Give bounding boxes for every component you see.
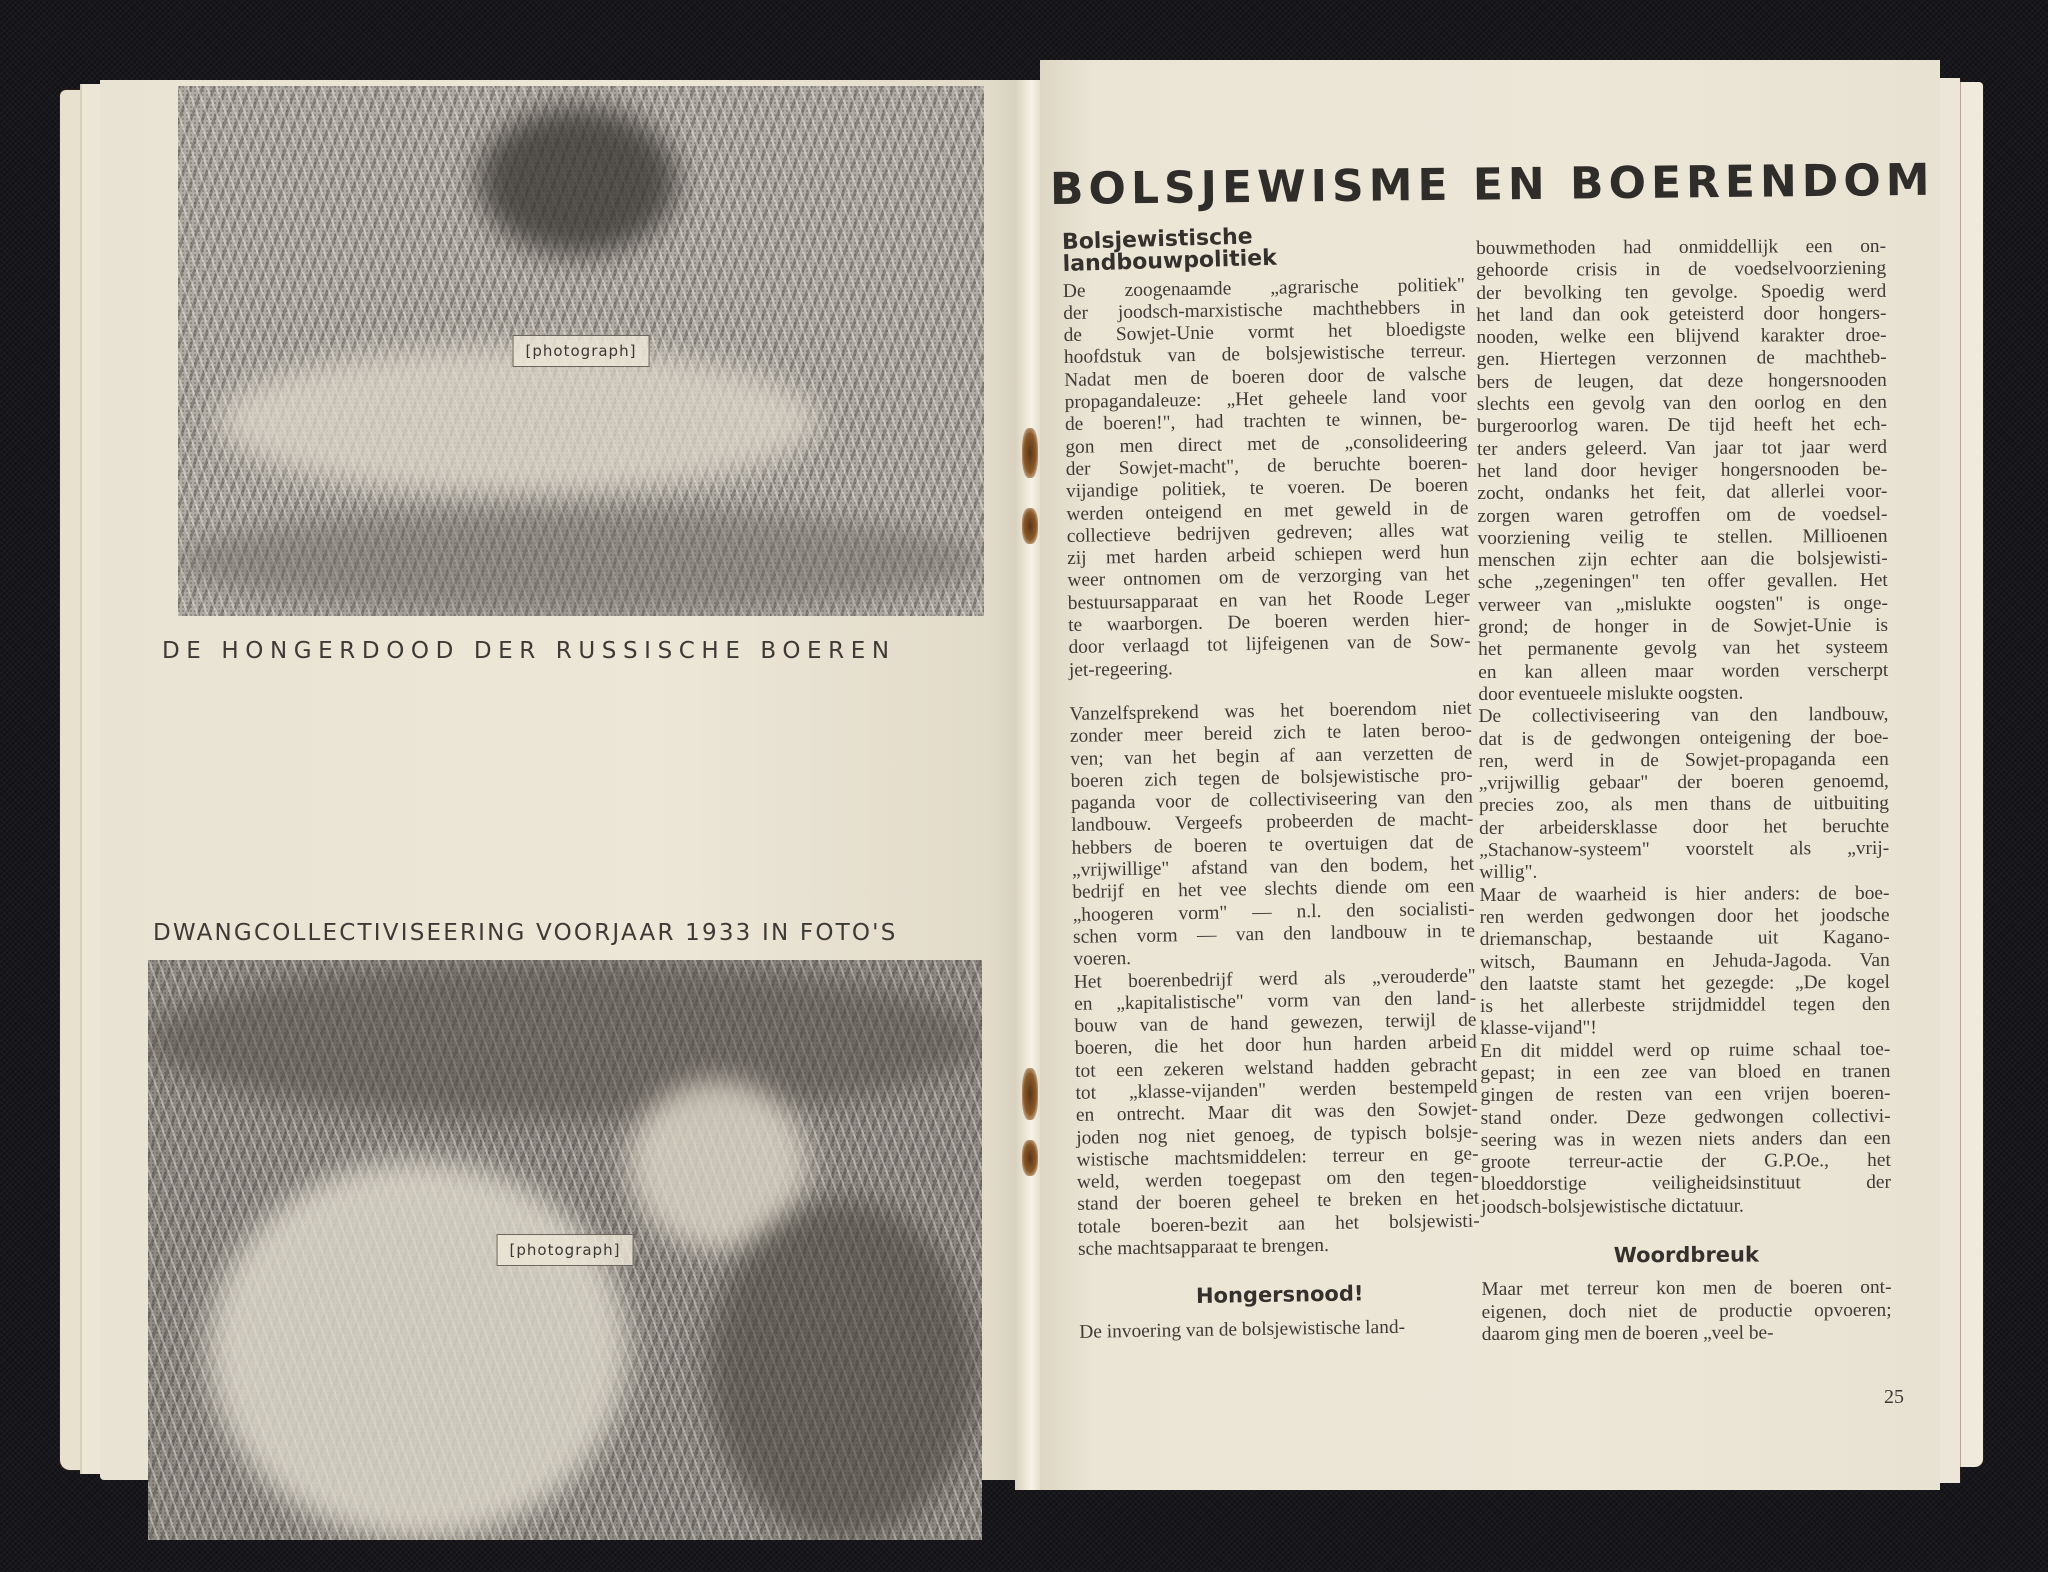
text-line: zocht, ondanks het feit, dat allerlei voor- [1477, 481, 1888, 505]
staple-rust-mark [1022, 428, 1038, 478]
text-line: collectieve bedrijven gedreven; alles wat [1066, 519, 1469, 547]
text-line: joodsch-bolsjewistische dictatuur. [1481, 1195, 1744, 1218]
text-line: en kan alleen maar worden verscherpt [1478, 659, 1889, 683]
text-line: der Sowjet-macht", de beruchte boeren- [1065, 452, 1468, 480]
text-line: Maar met terreur kon men de boeren ont- [1481, 1277, 1892, 1301]
text-line: den laatste stamt het gezegde: „De kogel [1479, 971, 1890, 995]
text-line: bouw van de hand gewezen, terwijl de [1074, 1009, 1477, 1037]
text-line: nooden, welke een blijvend karakter droe- [1476, 325, 1887, 349]
text-line: bedrijf en het vee slechts diende om een [1072, 875, 1475, 904]
text-line: voeren. [1073, 948, 1132, 971]
text-line: werden onteigend en met geweld in de [1066, 497, 1469, 525]
section-caption: DWANGCOLLECTIVISEERING VOORJAAR 1933 IN FOTO'S [153, 920, 898, 946]
text-line: tot „klasse-vijanden" werden bestempeld [1075, 1076, 1478, 1104]
text-line: verweer van „mislukte oogsten" is onge- [1477, 592, 1888, 616]
text-line: gehoorde crisis in de voedselvoorziening [1476, 258, 1887, 282]
text-line: Nadat men de boeren door de valsche [1064, 363, 1467, 391]
staple-rust-mark [1022, 508, 1038, 544]
text-line: weer ontnomen om de verzorging van het [1067, 564, 1470, 592]
text-line: bestuursapparaat en van het Roode Leger [1067, 586, 1470, 614]
text-line: is het allerbeste strijdmiddel tegen den [1479, 993, 1891, 1018]
paragraph [1074, 965, 1481, 1261]
text-line: jet-regeering. [1068, 657, 1173, 681]
text-line: der arbeidersklasse door het beruchte [1479, 815, 1890, 839]
text-line: tot een zekeren welstand hadden gebracht [1075, 1054, 1478, 1082]
text-line: joden nog niet genoeg, de typisch bolsje- [1076, 1121, 1479, 1149]
staple-rust-mark [1022, 1068, 1038, 1120]
text-line: het land dan ook geteisterd door hongers- [1476, 302, 1887, 326]
text-line: De zoogenaamde „agrarische politiek" [1062, 274, 1466, 302]
text-line: De invoering van de bolsjewistische land- [1079, 1316, 1406, 1343]
page-number: 25 [1884, 1386, 1904, 1408]
text-line: der bevolking ten gevolge. Spoedig werd [1476, 280, 1887, 304]
text-line: en ontrecht. Maar dit was den Sowjet- [1075, 1098, 1478, 1127]
text-line: ter anders geleerd. Van jaar tot jaar werd [1477, 436, 1888, 460]
text-line: witsch, Baumann en Jehuda-Jagoda. Van [1479, 949, 1890, 973]
text-line: bers de leugen, dat deze hongersnooden [1476, 369, 1887, 393]
text-line: schen vorm — van den landbouw in te [1072, 920, 1476, 948]
text-line: willig". [1479, 862, 1538, 884]
text-line: landbouw. Vergeefs probeerden de macht- [1071, 809, 1474, 837]
text-line: zonder meer bereid zich te laten beroo- [1069, 719, 1473, 748]
text-line: bouwmethoden had onmiddellijk een on- [1476, 235, 1887, 259]
photo-caption-top: DE HONGERDOOD DER RUSSISCHE BOEREN [162, 638, 896, 664]
text-line: boeren, die het door hun harden arbeid [1074, 1031, 1477, 1060]
text-column-2 [1476, 236, 1892, 1346]
section-heading: Woordbreuk [1613, 1242, 1759, 1268]
text-column-1 [1062, 226, 1481, 1344]
text-line: gon men direct met de „consolideering [1065, 430, 1468, 458]
text-line: zij met harden arbeid schiepen werd hun [1066, 541, 1470, 570]
paragraph [1479, 882, 1890, 1040]
text-line: burgeroorlog waren. De tijd heeft het ech- [1476, 414, 1888, 438]
text-line: driemanschap, bestaande uit Kagano- [1479, 927, 1890, 951]
text-line: het land door heviger hongersnooden be- [1477, 458, 1888, 482]
text-line: paganda voor de collectiviseering van den [1070, 786, 1474, 815]
text-line: ren werden gedwongen door het joodsche [1479, 904, 1890, 928]
text-line: gepast; in een zee van bloed en tranen [1480, 1060, 1891, 1084]
text-line: stand onder. Deze gedwongen collectivi- [1480, 1105, 1891, 1129]
text-line: daarom ging men de boeren „veel be- [1481, 1322, 1774, 1345]
text-line: Vanzelfsprekend was het boerendom niet [1069, 697, 1472, 725]
text-line: gingen de resten van een vrijen boeren- [1480, 1083, 1891, 1107]
text-line: menschen zijn echter aan die bolsjewisti- [1477, 548, 1888, 572]
text-line: grond; de honger in de Sowjet-Unie is [1477, 614, 1889, 639]
text-line: klasse-vijand"! [1480, 1017, 1597, 1040]
paragraph [1481, 1277, 1891, 1346]
text-line: ren, werd in de Sowjet-propaganda een [1478, 748, 1889, 772]
section-heading: Hongersnood! [1195, 1281, 1364, 1309]
text-line: weld, werden toegepast om den tegen- [1076, 1165, 1480, 1194]
text-line: groote terreur-actie der G.P.Oe., het [1480, 1150, 1891, 1174]
paragraph [1478, 704, 1889, 885]
paragraph [1480, 1039, 1891, 1220]
text-line: En dit middel werd op ruime schaal toe- [1480, 1038, 1891, 1062]
text-line: „vrijwillig gebaar" der boeren genoemd, [1478, 770, 1889, 795]
text-line: totale boeren-bezit aan het bolsjewisti- [1077, 1210, 1480, 1238]
text-line: Maar de waarheid is hier anders: de boe- [1479, 882, 1890, 906]
text-line: zorgen waren getroffen om de voedsel- [1477, 503, 1888, 527]
text-line: vijandige politiek, te voeren. De boeren [1065, 474, 1469, 503]
text-line: sche machtsapparaat te brengen. [1077, 1234, 1330, 1260]
text-line: ven; van het begin af aan verzetten de [1070, 742, 1473, 770]
text-line: slechts een gevolg van den oorlog en den [1476, 391, 1887, 416]
text-line: der joodsch-marxistische machthebbers in [1063, 296, 1466, 324]
text-line: sche „zegeningen" ten offer gevallen. Het [1477, 570, 1888, 594]
text-line: hoofdstuk van de bolsjewistische terreur. [1063, 341, 1467, 369]
text-line: „vrijwillige" afstand van den bodem, het [1071, 853, 1475, 881]
paragraph [1069, 698, 1475, 972]
text-line: door verlaagd tot lijfeigenen van de Sow- [1068, 630, 1471, 659]
text-line: wistische machtsmiddelen: terreur en ge- [1076, 1143, 1479, 1171]
paragraph [1063, 274, 1471, 682]
text-line: precies zoo, als men thans de uitbuiting [1478, 793, 1890, 817]
text-line: door eventueele mislukte oogsten. [1478, 682, 1744, 705]
text-line: „hoogeren vorm" — n.l. den socialisti- [1072, 898, 1475, 926]
photo-top [178, 86, 984, 616]
photo-placeholder-label: [photograph] [497, 1234, 634, 1266]
text-line: het permanente gevolg van het systeem [1478, 637, 1889, 661]
text-line: hebbers de boeren te overtuigen dat de [1071, 831, 1474, 859]
paragraph [1476, 236, 1888, 706]
text-line: voorziening veilig te stellen. Millioenen [1477, 525, 1888, 549]
section-heading: Bolsjewistische landbouwpolitiek [1061, 224, 1278, 278]
text-line: en „kapitalistische" vorm van den land- [1073, 987, 1477, 1015]
text-line: boeren zich tegen de bolsjewistische pro- [1070, 764, 1473, 792]
staple-rust-mark [1022, 1140, 1038, 1176]
text-line: eigenen, doch niet de productie opvoeren; [1481, 1299, 1892, 1323]
text-line: bloeddorstige veiligheidsinstituut der [1480, 1172, 1892, 1196]
photo-placeholder-label: [photograph] [513, 335, 650, 367]
text-line: seering was in wezen niets anders dan een [1480, 1127, 1891, 1151]
text-line: De collectiviseering van den landbouw, [1478, 704, 1889, 728]
text-line: Het boerenbedrijf werd als „verouderde" [1073, 965, 1476, 993]
text-line: „Stachanow-systeem" voorstelt als „vrij- [1479, 837, 1890, 862]
text-line: te waarborgen. De boeren werden hier- [1068, 608, 1471, 636]
text-line: gen. Hiertegen verzonnen de machtheb- [1476, 347, 1887, 371]
text-line: de boeren!", had trachten te winnen, be- [1064, 408, 1468, 436]
text-line: stand der boeren geheel te breken en het [1077, 1188, 1480, 1216]
text-line: dat is de gedwongen onteigening der boe- [1478, 726, 1889, 750]
text-line: propagandaleuze: „Het geheele land voor [1064, 385, 1467, 414]
text-line: de Sowjet-Unie vormt het bloedigste [1063, 318, 1466, 347]
photo-bottom [148, 960, 982, 1540]
page-title: BOLSJEWISME EN BOERENDOM [1049, 154, 1935, 215]
